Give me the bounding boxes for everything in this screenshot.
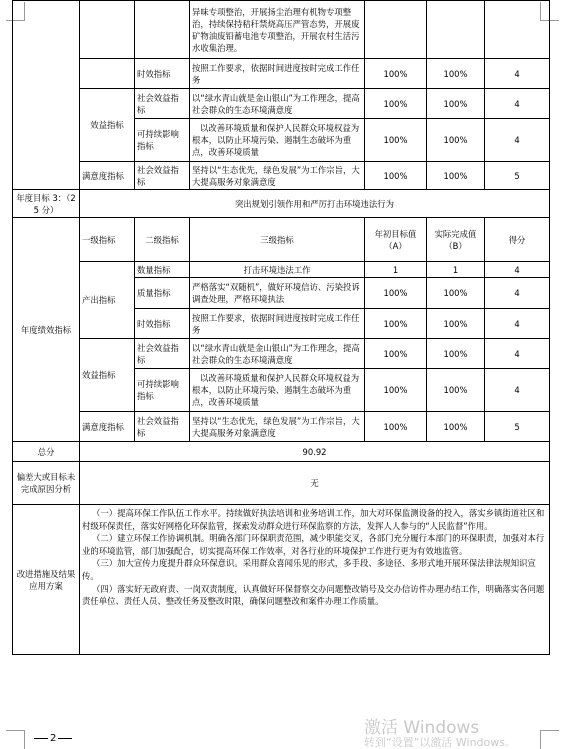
blank-cell <box>80 59 135 89</box>
goal-text: 突出规划引领作用和严厉打击环境违法行为 <box>80 190 550 218</box>
actual-value: 100% <box>427 59 485 89</box>
score-value: 4 <box>485 119 550 162</box>
level3-indicator: 以改善环境质量和保护人民群众环境权益为根本，以防止环境污染、遏制生态破坏为重点，改善环境质量 <box>190 119 365 162</box>
actual-value: 100% <box>427 89 485 119</box>
activation-watermark-subtitle: 转到“设置”以激活 Windows。 <box>364 736 516 747</box>
score-value: 4 <box>485 339 550 369</box>
goal-label: 年度目标 3：（25 分） <box>13 190 80 218</box>
col-header-target: 年初目标值（A） <box>365 218 427 262</box>
actual-value: 1 <box>427 262 485 278</box>
page-number-text: 2 <box>50 733 57 744</box>
level3-indicator: 坚持以“生态优先，绿色发展”为工作宗旨，大大提高服务对象满意度 <box>190 162 365 190</box>
level3-indicator: 以“绿水青山就是金山银山”为工作理念，提高社会群众的生态环境满意度 <box>190 89 365 119</box>
col-header-actual: 实际完成值（B） <box>427 218 485 262</box>
target-value: 100% <box>365 309 427 339</box>
target-value: 100% <box>365 339 427 369</box>
score-value: 4 <box>485 262 550 278</box>
page-dash-right <box>58 738 72 739</box>
corner-mark-bottom-left <box>6 730 25 749</box>
level2-indicator: 社会效益指标 <box>135 339 190 369</box>
performance-table <box>12 0 550 655</box>
level2-indicator: 社会效益指标 <box>135 412 190 442</box>
level2-indicator: 数量指标 <box>135 262 190 278</box>
level1-indicator: 满意度指标 <box>80 162 135 190</box>
level2-indicator: 时效指标 <box>135 309 190 339</box>
table-row <box>13 505 550 655</box>
target-value: 100% <box>365 59 427 89</box>
blank-cell <box>13 1 80 190</box>
level1-indicator: 效益指标 <box>80 339 135 412</box>
improve-paragraph: （二）建立环保工作协调机制。明确各部门环保职责范围，减少职能交叉，各部门充分履行本部门的环保职责，加强对本行业的环境监管，部门加强配合，切实提高环保工作效率，对各行业的环境保护工作进行更为有效地监管。 <box>82 533 545 556</box>
improve-label: 改进措施及结果应用方案 <box>13 505 80 655</box>
actual-value: 100% <box>427 412 485 442</box>
level2-indicator: 社会效益指标 <box>135 162 190 190</box>
level3-indicator: 按照工作要求，依据时间进度按时完成工作任务 <box>190 59 365 89</box>
level3-indicator: 严格落实“双随机”，做好环境信访、污染投诉调查处理，严格环境执法 <box>190 278 365 309</box>
score-value: 5 <box>485 412 550 442</box>
table-row <box>13 190 550 218</box>
score-value: 4 <box>485 369 550 412</box>
score-value: 4 <box>485 278 550 309</box>
table-row <box>13 442 550 462</box>
deviation-value: 无 <box>80 462 550 505</box>
target-value: 100% <box>365 278 427 309</box>
deviation-label: 偏差大或目标未完成原因分析 <box>13 462 80 505</box>
table-row <box>13 462 550 505</box>
level2-indicator: 可持续影响指标 <box>135 369 190 412</box>
level1-indicator: 产出指标 <box>80 262 135 339</box>
total-label: 总分 <box>13 442 80 462</box>
table-row <box>13 59 550 89</box>
activation-watermark-title: 激活 Windows <box>364 718 480 738</box>
blank-cell <box>427 1 485 59</box>
actual-value: 100% <box>427 369 485 412</box>
actual-value: 100% <box>427 162 485 190</box>
improve-paragraph: （一）提高环保工作队伍工作水平。持续做好执法培训和业务培训工作，加大对环保监测设备的投入，落实乡镇街道社区和村级环保责任，落实好网格化环保监管，探索发动群众进行环保监察的方法，发挥人人参与的“人民监督”作用。 <box>82 508 545 531</box>
score-value: 4 <box>485 89 550 119</box>
level3-indicator: 坚持以“生态优先，绿色发展”为工作宗旨，大大提高服务对象满意度 <box>190 412 365 442</box>
target-value: 100% <box>365 119 427 162</box>
level2-indicator: 时效指标 <box>135 59 190 89</box>
table-row <box>13 339 550 369</box>
indicator-text: 异味专项整治，开展扬尘治理有机物专项整治，持续保持秸秆禁烧高压严管态势，开展废矿物油废铅蓄电池专项整治，开展农村生活污水收集治理。 <box>190 1 365 59</box>
actual-value: 100% <box>427 339 485 369</box>
table-row <box>13 412 550 442</box>
col-header-level3: 三级指标 <box>190 218 365 262</box>
level1-indicator: 效益指标 <box>80 89 135 162</box>
target-value: 1 <box>365 262 427 278</box>
actual-value: 100% <box>427 119 485 162</box>
improve-paragraph: （四）落实好无政府责、一岗双责制度，认真做好环保督察交办问题整改销号及交办信访件办理办结工作，明确落实各问题责任单位、责任人员、整改任务及整改时限，确保问题整改和案件办理工作质量。 <box>82 583 545 607</box>
col-header-level1: 一级指标 <box>80 218 135 262</box>
blank-cell <box>135 1 190 59</box>
target-value: 100% <box>365 89 427 119</box>
improve-paragraph: （三）加大宣传力度提升群众环保意识。采用群众喜闻乐见的形式，多手段、多途径、多形式地开展环保法律法规知识宣传。 <box>82 558 536 581</box>
actual-value: 100% <box>427 278 485 309</box>
target-value: 100% <box>365 162 427 190</box>
total-value: 90.92 <box>80 442 550 462</box>
level2-indicator: 可持续影响指标 <box>135 119 190 162</box>
table-row <box>13 162 550 190</box>
blank-cell <box>365 1 427 59</box>
score-value: 4 <box>485 309 550 339</box>
level3-indicator: 按照工作要求，依据时间进度按时完成工作任务 <box>190 309 365 339</box>
level3-indicator: 打击环境违法工作 <box>190 262 365 278</box>
table-row <box>13 1 550 59</box>
table-row <box>13 262 550 278</box>
blank-cell <box>80 1 135 59</box>
table-row <box>13 89 550 119</box>
level2-indicator: 质量指标 <box>135 278 190 309</box>
score-value: 4 <box>485 59 550 89</box>
corner-mark-bottom-right <box>540 730 559 749</box>
page-number <box>32 733 74 744</box>
level3-indicator: 以改善环境质量和保护人民群众环境权益为根本，以防止环境污染、遏制生态破坏为重点，改善环境质量 <box>190 369 365 412</box>
actual-value: 100% <box>427 309 485 339</box>
improve-text <box>80 505 550 655</box>
col-header-level2: 二级指标 <box>135 218 190 262</box>
score-value: 5 <box>485 162 550 190</box>
target-value: 100% <box>365 412 427 442</box>
col-header-score: 得分 <box>485 218 550 262</box>
level2-indicator: 社会效益指标 <box>135 89 190 119</box>
blank-cell <box>485 1 550 59</box>
target-value: 100% <box>365 369 427 412</box>
perf-label: 年度绩效指标 <box>13 218 80 442</box>
table-header-row <box>13 218 550 262</box>
level1-indicator: 满意度指标 <box>80 412 135 442</box>
level3-indicator: 以“绿水青山就是金山银山”为工作理念，提高社会群众的生态环境满意度 <box>190 339 365 369</box>
page-dash-left <box>34 738 48 739</box>
